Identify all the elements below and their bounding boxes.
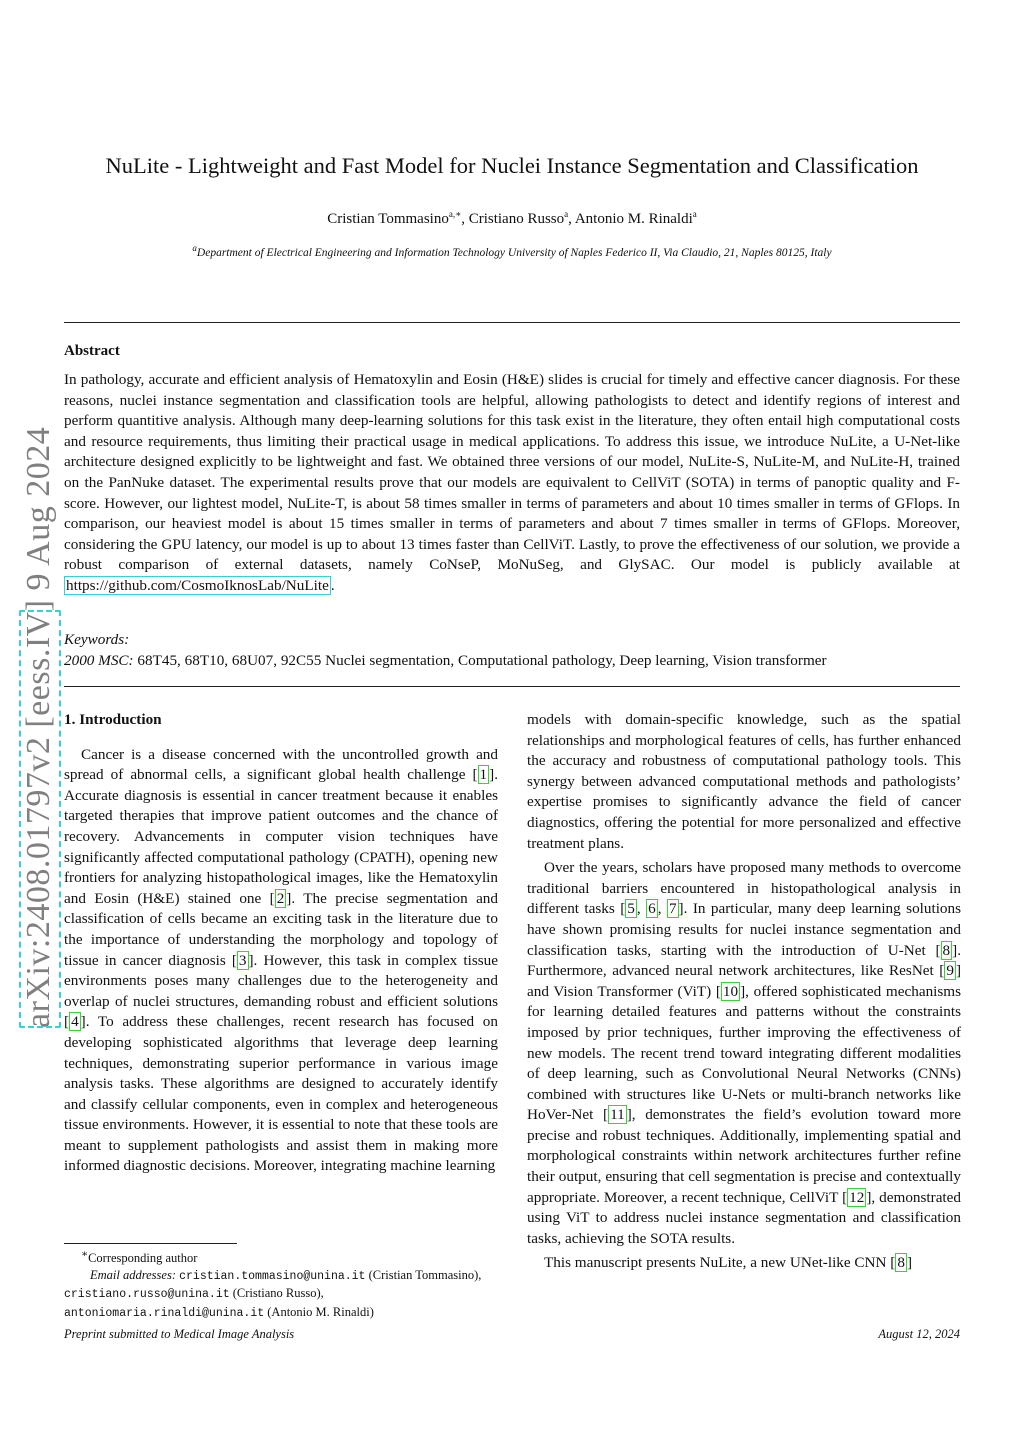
author-name: Antonio M. Rinaldi bbox=[574, 211, 693, 227]
text-run: ]. The precise segmentation and classification of cells became an exciting task in the literature due to the importance of understanding the morphology and topology of tissue in cancer diagnosis [ bbox=[64, 889, 498, 969]
abstract-heading: Abstract bbox=[64, 343, 120, 359]
repo-link[interactable]: https://github.com/CosmoIknosLab/NuLite bbox=[66, 576, 329, 594]
email-owner: (Antonio M. Rinaldi) bbox=[267, 1304, 374, 1319]
citation-link[interactable]: 10 bbox=[722, 982, 739, 1000]
citation-link[interactable]: 8 bbox=[942, 941, 951, 959]
citation-link[interactable]: 1 bbox=[479, 766, 488, 784]
top-rule bbox=[64, 322, 960, 323]
abstract-end: . bbox=[330, 576, 335, 594]
email-address[interactable]: cristiano.russo@unina.it bbox=[64, 1288, 230, 1302]
right-column bbox=[527, 710, 961, 1274]
author-sup: a bbox=[692, 209, 697, 219]
footnotes bbox=[64, 1247, 498, 1322]
author-name: Cristiano Russo bbox=[468, 211, 565, 227]
citation-link[interactable]: 11 bbox=[610, 1106, 625, 1124]
keywords-block bbox=[64, 630, 960, 671]
text-run: This manuscript presents NuLite, a new UNet-like CNN [ bbox=[544, 1254, 896, 1272]
citation-link[interactable]: 3 bbox=[238, 951, 247, 969]
email-address[interactable]: cristian.tommasino@unina.it bbox=[179, 1269, 366, 1283]
footer-journal: Preprint submitted to Medical Image Analysis bbox=[64, 1327, 295, 1341]
msc-text: 68T45, 68T10, 68U07, 92C55 Nuclei segmentation, Computational pathology, Deep learning, Vision transformer bbox=[137, 651, 827, 669]
text-run: , bbox=[636, 900, 647, 918]
author-name: Cristian Tommasino bbox=[327, 211, 449, 227]
keywords-label: Keywords: bbox=[64, 631, 130, 648]
text-run: ], demonstrated using ViT to address nuclei instance segmentation and classification tasks, achieving the SOTA results. bbox=[527, 1188, 961, 1247]
citation-link[interactable]: 4 bbox=[71, 1013, 79, 1031]
intro-paragraph-3 bbox=[527, 1253, 961, 1274]
email-label: Email addresses: bbox=[90, 1267, 176, 1282]
left-column bbox=[64, 710, 498, 1177]
abstract-body bbox=[64, 370, 960, 597]
text-run: ] bbox=[906, 1254, 912, 1272]
citation-link[interactable]: 12 bbox=[849, 1188, 865, 1206]
text-run: ] and Vision Transformer (ViT) [ bbox=[527, 962, 961, 1000]
author-list: Cristian Tommasino$^{a,∗}$, Cristiano Russo$^a$, Antonio M. Rinaldi$^a$ bbox=[327, 209, 697, 227]
text-run: ], offered sophisticated mechanisms for learning detailed features and patterns without the constraints imposed by prior techniques, further improving the effectiveness of new models. The recent trend toward integrating different modalities of deep learning, such as Convolutional Neural Networks (CNNs) combined with structures like U-Nets or multi-branch networks like HoVer-Net [ bbox=[527, 982, 962, 1124]
text-run: ]. However, this task in complex tissue environments poses many challenges due to the heterogeneity and overlap of nuclei structures, demanding robust and efficient solutions [ bbox=[64, 951, 498, 1031]
abstract-text: In pathology, accurate and efficient analysis of Hematoxylin and Eosin (H&E) slides is crucial for timely and effective cancer diagnosis. For these reasons, nuclei instance segmentation and classification tools are helpful, allowing pathologists to detect and identify regions of interest and perform quantitive analysis. Although many deep-learning solutions for this task exist in the literature, they often entail high computational costs and resource requirements, thus limiting their practical usage in medical applications. To address this issue, we introduce NuLite, a U-Net-like architecture designed explicitly to be lightweight and fast. We obtained three versions of our model, NuLite-S, NuLite-M, and NuLite-H, trained on the PanNuke dataset. The experimental results prove that our models are equivalent to CellViT (SOTA) in terms of panoptic quality and F-score. However, our lightest model, NuLite-T, is about 58 times smaller in terms of parameters and about 10 times smaller in terms of GFlops. In comparison, our heaviest model is about 15 times smaller in terms of parameters and about 7 times smaller in terms of GFlops. Moreover, considering the GPU latency, our model is up to about 13 times faster than CellViT. Lastly, to prove the effectiveness of our solution, we provide a robust comparison of external datasets, namely CoNseP, MoNuSeg, and GlySAC. Our model is publicly available at bbox=[64, 371, 960, 574]
citation-link[interactable]: 7 bbox=[668, 900, 677, 918]
text-run: ]. In particular, many deep learning solutions have shown promising results for nuclei instance segmentation and classification tasks, starting with the introduction of U-Net [ bbox=[527, 900, 962, 959]
affiliation-text: Department of Electrical Engineering and Information Technology University of Naples Federico II, Via Claudio, 21, Naples 80125, Italy bbox=[196, 247, 832, 259]
affiliation bbox=[0, 245, 1024, 261]
citation-link[interactable]: 2 bbox=[276, 889, 285, 907]
footer-date: August 12, 2024 bbox=[878, 1327, 960, 1341]
affiliation-sup: a bbox=[192, 243, 197, 254]
email-address[interactable]: antoniomaria.rinaldi@unina.it bbox=[64, 1306, 265, 1320]
citation-link[interactable]: 5 bbox=[627, 900, 635, 918]
text-run: ]. Accurate diagnosis is essential in cancer treatment because it enables targeted therapies that improve patient outcomes and the chance of recovery. Advancements in computer vision techniques have significantly affected computational pathology (CPATH), opening new frontiers for analyzing histopathological images, like the Hematoxylin and Eosin (H&E) stained one [ bbox=[64, 766, 498, 907]
text-run: ]. Furthermore, advanced neural network architectures, like ResNet [ bbox=[527, 941, 961, 980]
corresponding-author: Corresponding author bbox=[88, 1251, 198, 1266]
citation-link[interactable]: 6 bbox=[648, 900, 656, 918]
abstract-bottom-rule bbox=[64, 686, 960, 687]
section-heading-introduction: 1. Introduction bbox=[64, 711, 162, 728]
arxiv-stamp-text: arXiv:2408.01797v2 [eess.IV] 9 Aug 2024 bbox=[20, 426, 57, 1028]
email-owner: (Cristian Tommasino), bbox=[368, 1267, 482, 1282]
text-run: , bbox=[657, 900, 667, 918]
citation-link[interactable]: 9 bbox=[946, 962, 954, 980]
text-run: Cancer is a disease concerned with the uncontrolled growth and spread of abnormal cells, a significant global health challenge [ bbox=[64, 745, 498, 784]
author-sup: a,∗ bbox=[448, 209, 462, 219]
arxiv-stamp[interactable] bbox=[16, 408, 62, 1028]
text-run: Over the years, scholars have proposed many methods to overcome traditional barriers encountered in histopathological analysis in different tasks [ bbox=[527, 859, 961, 918]
citation-link[interactable]: 8 bbox=[897, 1254, 905, 1272]
intro-paragraph-2 bbox=[527, 858, 961, 1249]
intro-paragraph-1 bbox=[64, 745, 498, 1177]
text-run: ]. To address these challenges, recent research has focused on developing sophisticated algorithms that leverage deep learning techniques, demonstrating superior performance in various image analysis tasks. These algorithms are designed to accurately identify and classify cellular components, even in complex and heterogeneous tissue environments. However, it is essential to note that these tools are meant to supplement pathologists and assist them in making more informed diagnostic decisions. Moreover, integrating machine learning bbox=[64, 1013, 498, 1175]
footnote-rule bbox=[64, 1243, 237, 1244]
paper-title: NuLite - Lightweight and Fast Model for Nuclei Instance Segmentation and Classification bbox=[105, 153, 919, 178]
email-owner: (Cristiano Russo), bbox=[232, 1286, 324, 1301]
intro-paragraph-1-cont: models with domain-specific knowledge, such as the spatial relationships and morphological features of cells, has further enhanced the accuracy and robustness of computational pathology tools. This synergy between advanced computational methods and pathologists’ expertise promises to significantly advance the field of cancer diagnostics, offering the potential for more personalized and effective treatment plans. bbox=[527, 711, 961, 852]
author-sup: a bbox=[564, 209, 569, 219]
msc-label: 2000 MSC: bbox=[64, 651, 134, 669]
text-run: ], demonstrates the field’s evolution toward more precise and robust techniques. Additionally, implementing spatial and morphological constraints within network architectures further refine their output, ensuring that cell segmentation is precise and contextually appropriate. Moreover, a recent technique, CellViT [ bbox=[527, 1106, 961, 1206]
footnote-mark: ∗ bbox=[81, 1249, 89, 1260]
